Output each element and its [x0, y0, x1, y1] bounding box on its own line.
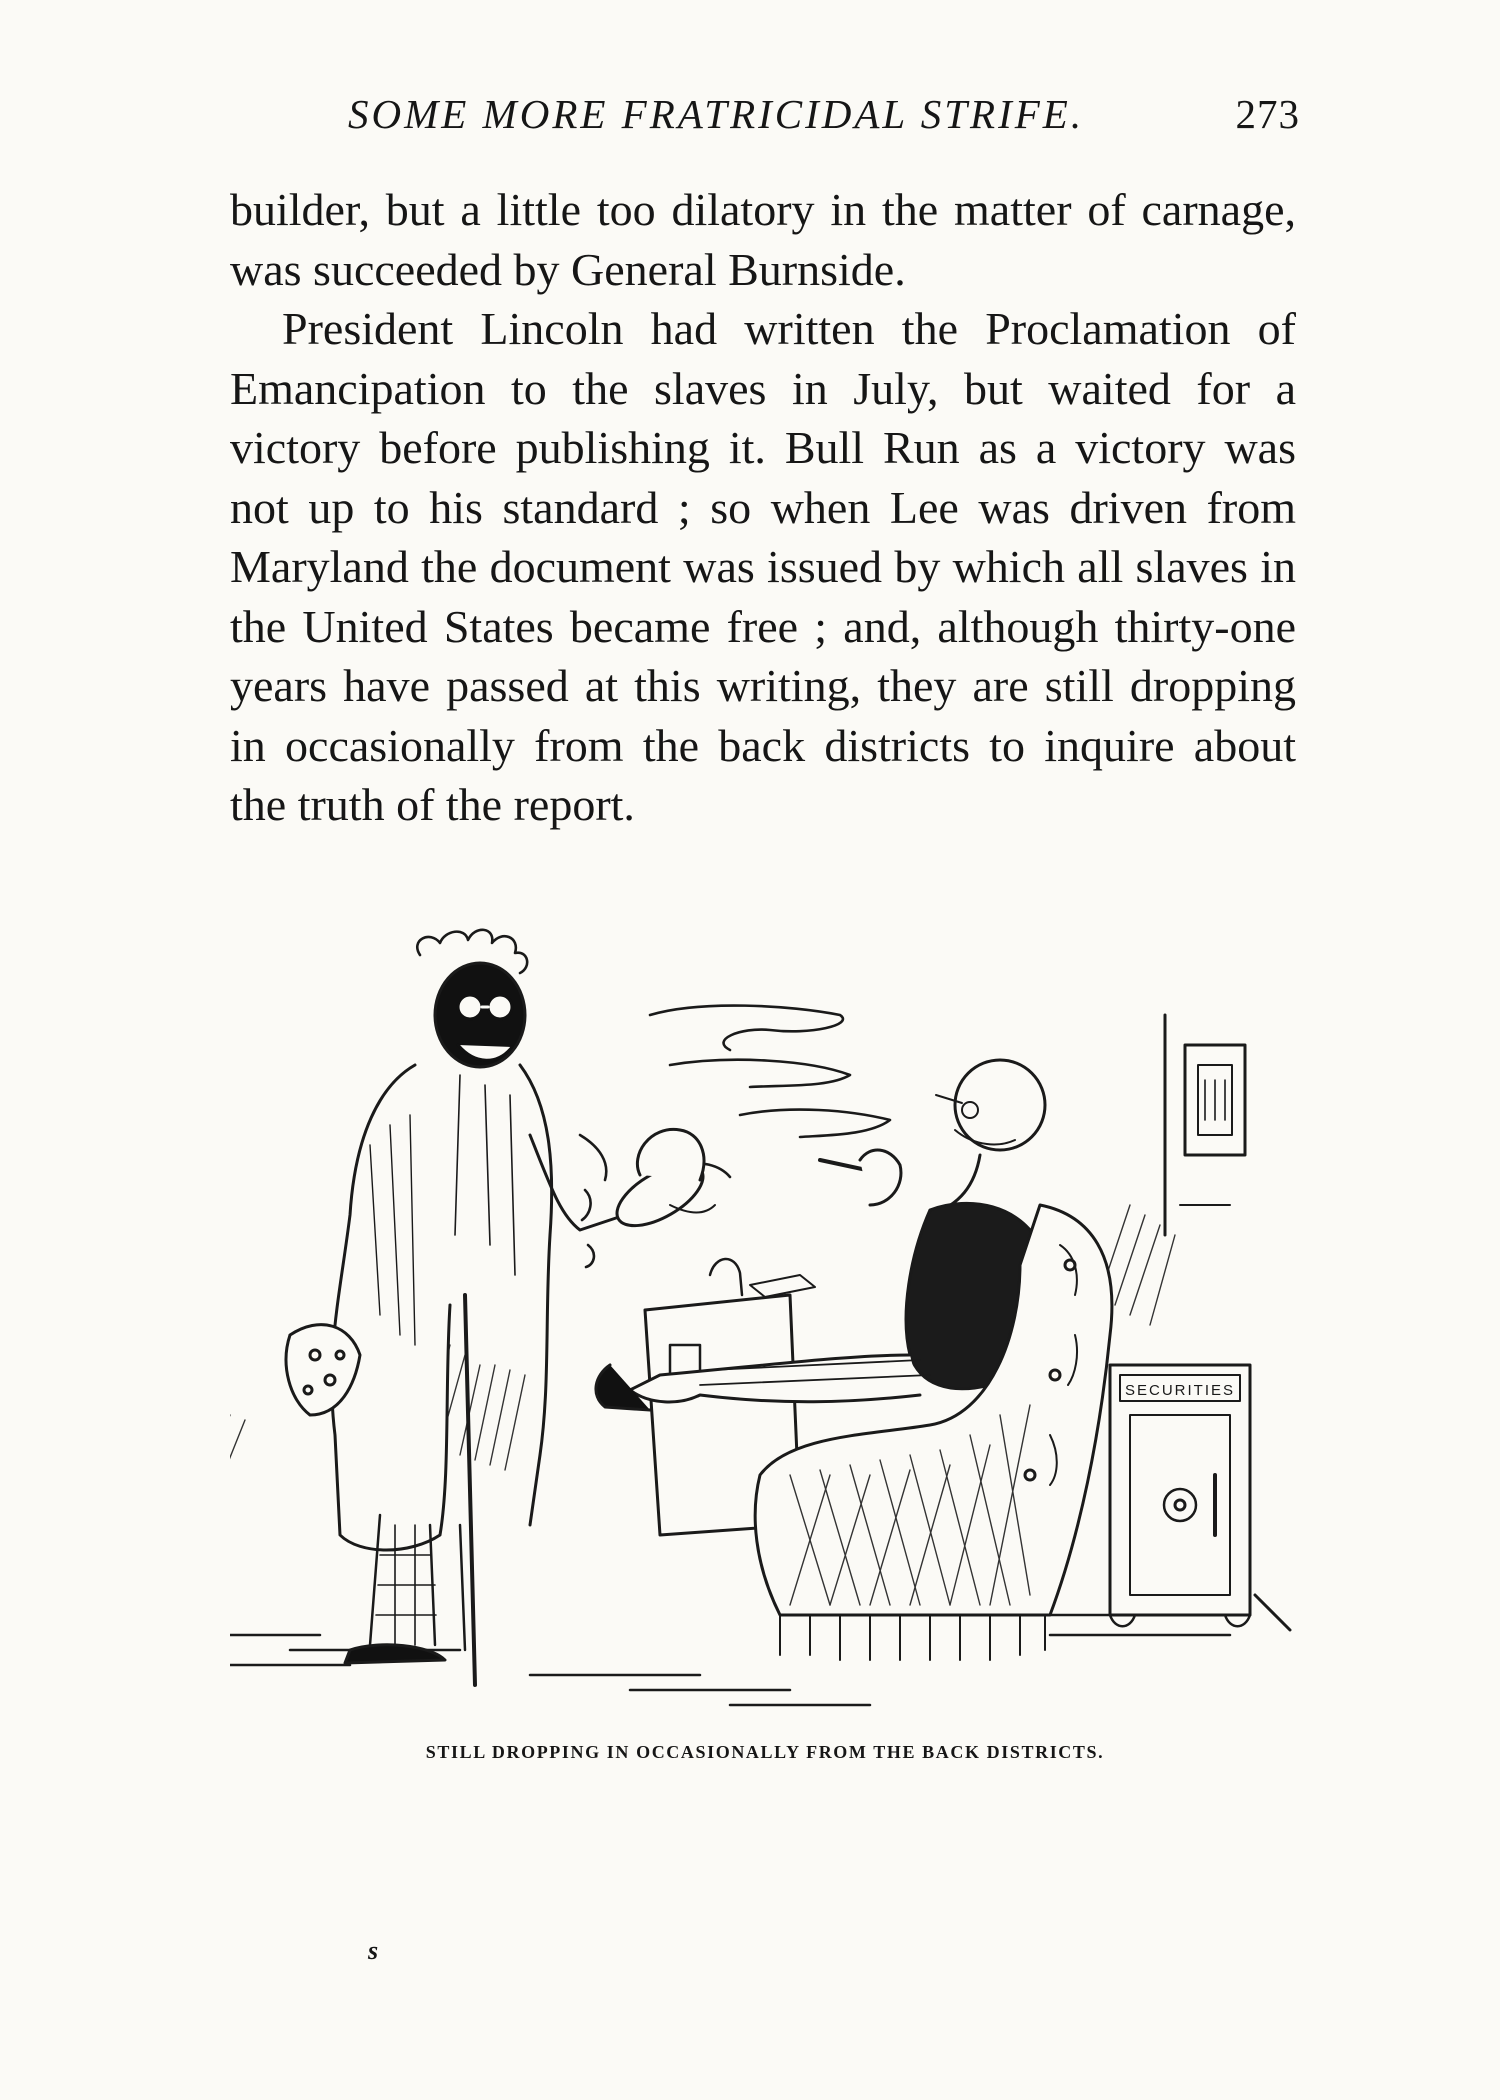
body-text: [230, 180, 1296, 835]
securities-safe: [1110, 1365, 1290, 1630]
wall-picture-frame: [1165, 1015, 1245, 1235]
paragraph: builder, but a little too dilatory in the matter of carnage, was succeeded by General Burnside.: [230, 184, 1296, 295]
illustration: [230, 915, 1300, 1715]
safe-label: SECURITIES: [1124, 1382, 1236, 1399]
illustration-caption: STILL DROPPING IN OCCASIONALLY FROM THE BACK DISTRICTS.: [425, 1742, 1105, 1762]
stray-ink-mark: s: [368, 1936, 379, 1965]
paragraph: President Lincoln had written the Proclamation of Emancipation to the slaves in July, but waited for a victory before publishing it. Bull Run as a victory was not up to his standard ; so when Lee was driven from Maryland the document was issued by which all slaves in the United States became free ; and, although thirty-one years have passed at this writing, they are still dropping in occasionally from the back districts to inquire about the truth of the report.: [230, 303, 1296, 830]
smoke-swirls: [580, 1006, 890, 1267]
floor-lines: [230, 1615, 1230, 1715]
standing-old-man: [286, 930, 715, 1685]
running-title: SOME MORE FRATRICIDAL STRIFE.: [348, 91, 1085, 137]
cartoon-drawing: [230, 915, 1300, 1715]
page-number: 273: [1235, 91, 1300, 137]
running-header: [230, 90, 1300, 150]
